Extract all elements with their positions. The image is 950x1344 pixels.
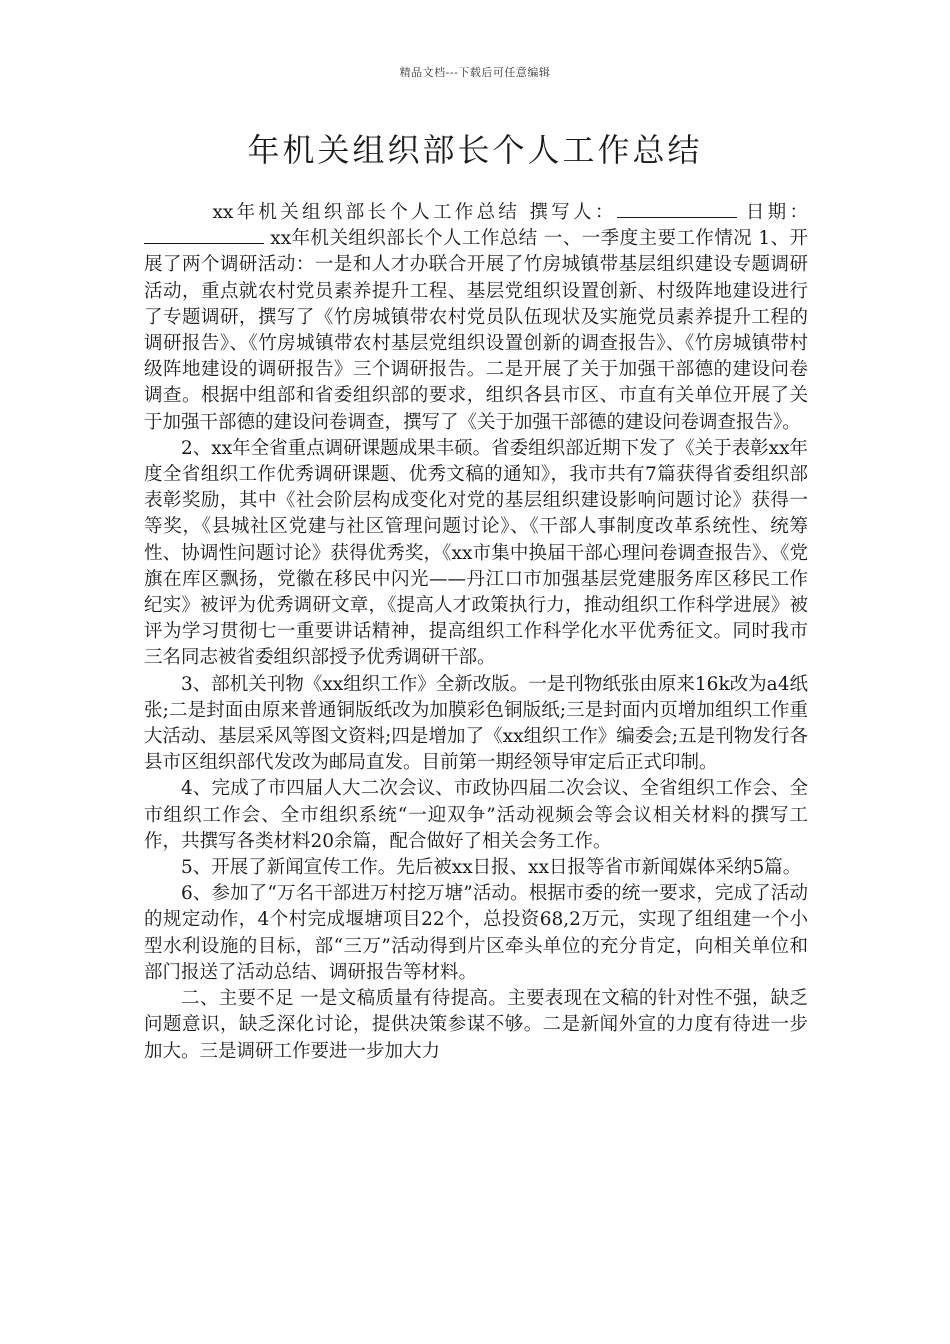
- paragraph: 3、部机关刊物《xx组织工作》全新改版。一是刊物纸张由原来16k改为a4纸张;二是封面由原来普通铜版纸改为加膜彩色铜版纸;三是封面内页增加组织工作重大活动、基层采风等图文资料;四是增加了《xx组织工作》编委会;五是刊物发行各县市区组织部代发改为邮局直发。目前第一期经领导审定后正式印制。: [144, 673, 808, 774]
- author-blank: [617, 201, 737, 218]
- intro-part-1: xx年机关组织部长个人工作总结 撰写人：: [212, 202, 617, 223]
- header-note: 精品文档---下载后可任意编辑: [399, 66, 551, 79]
- paragraph: 二、主要不足 一是文稿质量有待提高。主要表现在文稿的针对性不强，缺乏问题意识，缺乏深化讨论，提供决策参谋不够。二是新闻外宣的力度有待进一步加大。三是调研工作要进一步加大力: [144, 988, 808, 1062]
- intro-part-2: 日期：: [736, 202, 808, 223]
- date-blank: [144, 227, 264, 244]
- document-title: 年机关组织部长个人工作总结: [247, 131, 703, 169]
- document-body: [144, 200, 808, 1065]
- intro-paragraph: [144, 200, 808, 436]
- paragraph: 6、参加了“万名干部进万村挖万塘”活动。根据市委的统一要求，完成了活动的规定动作，4个村完成堰塘项目22个，总投资68,2万元，实现了组组建一个小型水利设施的目标，部“三万”活动得到片区牵头单位的充分肯定，向相关单位和部门报送了活动总结、调研报告等材料。: [144, 883, 808, 983]
- paragraph: 2、xx年全省重点调研课题成果丰硕。省委组织部近期下发了《关于表彰xx年度全省组织工作优秀调研课题、优秀文稿的通知》，我市共有7篇获得省委组织部表彰奖励，其中《社会阶层构成变化对党的基层组织建设影响问题讨论》获得一等奖，《县城社区党建与社区管理问题讨论》、《干部人事制度改革系统性、统筹性、协调性问题讨论》获得优秀奖，《xx市集中换届干部心理问卷调查报告》、《党旗在库区飘扬，党徽在移民中闪光——丹江口市加强基层党建服务库区移民工作纪实》被评为优秀调研文章，《提高人才政策执行力，推动组织工作科学进展》被评为学习贯彻七一重要讲话精神，提高组织工作科学化水平优秀征文。同时我市三名同志被省委组织部授予优秀调研干部。: [144, 437, 809, 669]
- paragraph: 4、完成了市四届人大二次会议、市政协四届二次会议、全省组织工作会、全市组织工作会、全市组织系统“一迎双争”活动视频会等会议相关材料的撰写工作，共撰写各类材料20余篇，配合做好了相关会务工作。: [144, 778, 808, 852]
- intro-part-3: xx年机关组织部长个人工作总结 一、一季度主要工作情况 1、开展了两个调研活动：一是和人才办联合开展了竹房城镇带基层组织建设专题调研活动，重点就农村党员素养提升工程、基层党组织设置创新、村级阵地建设进行了专题调研，撰写了《竹房城镇带农村党员队伍现状及实施党员素养提升工程的调研报告》、《竹房城镇带农村基层党组织设置创新的调查报告》、《竹房城镇带村级阵地建设的调研报告》三个调研报告。二是开展了关于加强干部德的建设问卷调查。根据中组部和省委组织部的要求，组织各县市区、市直有关单位开展了关于加强干部德的建设问卷调查，撰写了《关于加强干部德的建设问卷调查报告》。: [144, 228, 808, 433]
- paragraph: 5、开展了新闻宣传工作。先后被xx日报、xx日报等省市新闻媒体采纳5篇。: [181, 857, 802, 879]
